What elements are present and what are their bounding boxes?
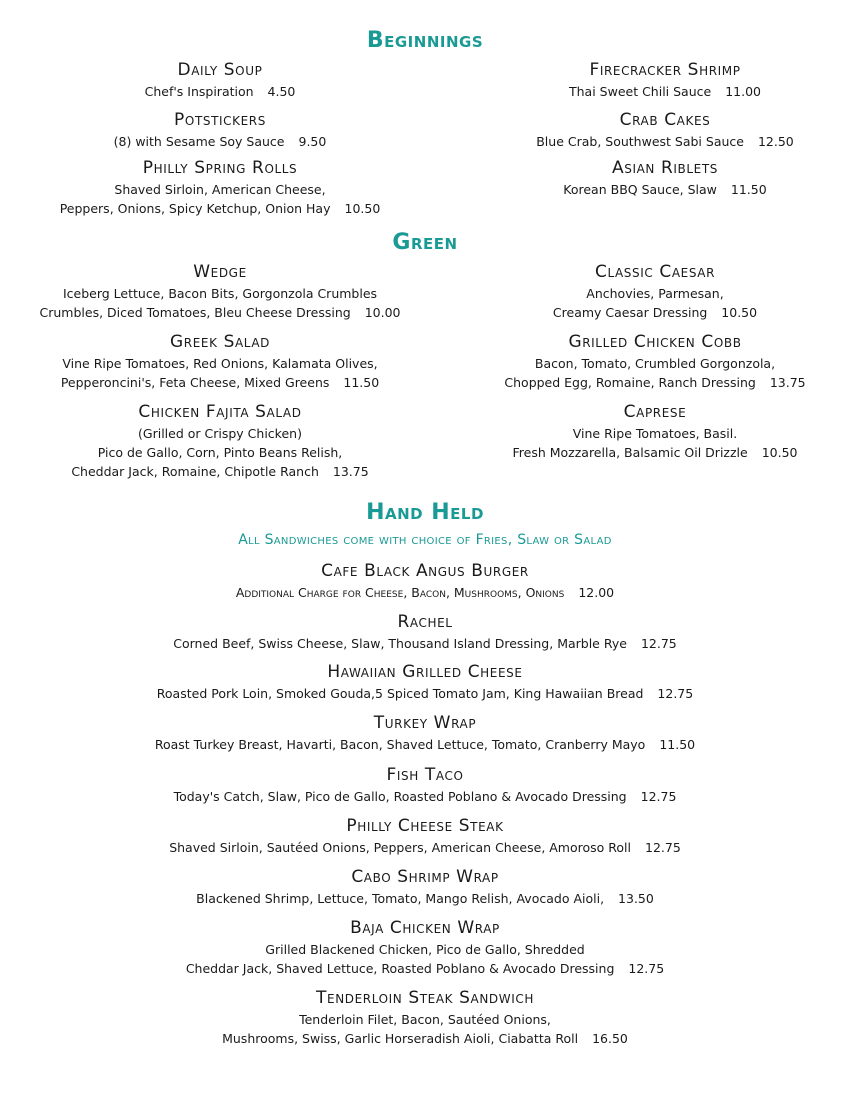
item-description: Blue Crab, Southwest Sabi Sauce 12.50 xyxy=(536,134,794,149)
item-name: Rachel xyxy=(397,612,453,632)
item-description: Blackened Shrimp, Lettuce, Tomato, Mango Relish, Avocado Aioli, 13.50 xyxy=(196,891,654,906)
item-name: Tenderloin Steak Sandwich xyxy=(316,988,534,1008)
menu-item-cabo-shrimp-wrap xyxy=(0,867,850,908)
section-title-hand-held: Hand Held xyxy=(366,500,484,525)
menu-item-philly-cheese-steak xyxy=(0,816,850,857)
item-name: Crab Cakes xyxy=(619,110,711,130)
item-name: Classic Caesar xyxy=(594,262,716,282)
item-price: 9.50 xyxy=(298,134,327,149)
item-price: 4.50 xyxy=(267,84,296,99)
menu-item-turkey-wrap xyxy=(0,713,850,754)
menu-item-hawaiian-grilled-cheese xyxy=(0,662,850,703)
menu-item-daily-soup xyxy=(30,60,410,101)
menu-item-baja-chicken-wrap xyxy=(0,918,850,978)
item-name: Cafe Black Angus Burger xyxy=(321,561,529,581)
item-name: Chicken Fajita Salad xyxy=(138,402,302,422)
item-description: Tenderloin Filet, Bacon, Sautéed Onions, Mushrooms, Swiss, Garlic Horseradish Aioli, Ciabatta Roll 16.50 xyxy=(222,1012,628,1046)
item-name: Potstickers xyxy=(174,110,266,130)
item-description: Vine Ripe Tomatoes, Basil. Fresh Mozzarella, Balsamic Oil Drizzle 10.50 xyxy=(512,426,798,460)
menu-item-greek-salad xyxy=(20,332,420,392)
menu-item-tenderloin-steak-sandwich xyxy=(0,988,850,1048)
item-description: Grilled Blackened Chicken, Pico de Gallo, Shredded Cheddar Jack, Shaved Lettuce, Roasted Poblano & Avocado Dressing 12.75 xyxy=(185,942,665,976)
menu-item-rachel xyxy=(0,612,850,653)
section-title-green: Green xyxy=(392,230,458,255)
item-name: Wedge xyxy=(193,262,247,282)
item-description: Shaved Sirloin, Sautéed Onions, Peppers, American Cheese, Amoroso Roll 12.75 xyxy=(169,840,681,855)
menu-item-philly-spring-rolls xyxy=(30,158,410,218)
item-description: Thai Sweet Chili Sauce 11.00 xyxy=(569,84,761,99)
menu-item-grilled-chicken-cobb xyxy=(460,332,850,392)
item-price: 12.75 xyxy=(640,636,677,651)
item-price: 13.75 xyxy=(769,375,806,390)
item-name: Fish Taco xyxy=(386,765,464,785)
menu-item-classic-caesar xyxy=(460,262,850,322)
section-title-beginnings: Beginnings xyxy=(366,28,484,53)
item-name: Caprese xyxy=(623,402,687,422)
item-description: Anchovies, Parmesan, Creamy Caesar Dressing 10.50 xyxy=(552,286,758,320)
item-price: 12.50 xyxy=(757,134,794,149)
item-name: Daily Soup xyxy=(177,60,263,80)
menu-item-chicken-fajita-salad xyxy=(20,402,420,481)
menu-item-firecracker-shrimp xyxy=(470,60,850,101)
item-description: Vine Ripe Tomatoes, Red Onions, Kalamata Olives, Pepperoncini's, Feta Cheese, Mixed Greens 11.50 xyxy=(60,356,380,390)
item-name: Philly Spring Rolls xyxy=(142,158,298,178)
item-price: 12.75 xyxy=(645,840,681,855)
menu-item-caprese xyxy=(460,402,850,462)
menu-item-potstickers xyxy=(30,110,410,151)
item-price: 12.75 xyxy=(640,789,677,804)
item-name: Baja Chicken Wrap xyxy=(350,918,500,938)
menu-item-fish-taco xyxy=(0,765,850,806)
item-price: 11.50 xyxy=(343,375,380,390)
item-description: Roast Turkey Breast, Havarti, Bacon, Shaved Lettuce, Tomato, Cranberry Mayo 11.50 xyxy=(154,737,696,752)
item-description: (8) with Sesame Soy Sauce 9.50 xyxy=(113,134,327,149)
item-description: Korean BBQ Sauce, Slaw 11.50 xyxy=(563,182,767,197)
item-description: Bacon, Tomato, Crumbled Gorgonzola, Chopped Egg, Romaine, Ranch Dressing 13.75 xyxy=(504,356,806,390)
item-price: 11.50 xyxy=(730,182,767,197)
item-description: Chef's Inspiration 4.50 xyxy=(144,84,296,99)
hand-held-note: All Sandwiches come with choice of Fries, Slaw or Salad xyxy=(238,532,612,548)
menu-item-cafe-black-angus-burger xyxy=(0,561,850,602)
item-description: Iceberg Lettuce, Bacon Bits, Gorgonzola Crumbles Crumbles, Diced Tomatoes, Bleu Cheese Dressing 10.00 xyxy=(39,286,401,320)
item-description: Corned Beef, Swiss Cheese, Slaw, Thousand Island Dressing, Marble Rye 12.75 xyxy=(173,636,677,651)
item-name: Philly Cheese Steak xyxy=(346,816,504,836)
item-price: 13.50 xyxy=(618,891,654,906)
item-name: Cabo Shrimp Wrap xyxy=(351,867,499,887)
item-name: Greek Salad xyxy=(170,332,270,352)
item-description: Today's Catch, Slaw, Pico de Gallo, Roasted Poblano & Avocado Dressing 12.75 xyxy=(173,789,677,804)
menu-item-asian-riblets xyxy=(470,158,850,199)
item-description: (Grilled or Crispy Chicken) Pico de Gallo, Corn, Pinto Beans Relish, Cheddar Jack, Romaine, Chipotle Ranch 13.75 xyxy=(71,426,369,479)
item-price: 10.00 xyxy=(364,305,401,320)
item-price: 11.50 xyxy=(659,737,696,752)
item-description: Shaved Sirloin, American Cheese, Peppers, Onions, Spicy Ketchup, Onion Hay 10.50 xyxy=(59,182,381,216)
menu-item-wedge xyxy=(20,262,420,322)
item-description: Roasted Pork Loin, Smoked Gouda,5 Spiced Tomato Jam, King Hawaiian Bread 12.75 xyxy=(156,686,694,701)
menu-item-crab-cakes xyxy=(470,110,850,151)
item-name: Asian Riblets xyxy=(612,158,718,178)
item-price: 12.75 xyxy=(657,686,694,701)
item-price: 10.50 xyxy=(721,305,758,320)
item-name: Grilled Chicken Cobb xyxy=(568,332,742,352)
item-name: Turkey Wrap xyxy=(373,713,477,733)
item-price: 12.00 xyxy=(578,585,615,600)
item-price: 16.50 xyxy=(592,1031,628,1046)
item-price: 13.75 xyxy=(332,464,369,479)
item-name: Hawaiian Grilled Cheese xyxy=(327,662,523,682)
item-price: 11.00 xyxy=(725,84,761,99)
item-price: 12.75 xyxy=(628,961,665,976)
item-price: 10.50 xyxy=(344,201,381,216)
item-description: Additional Charge for Cheese, Bacon, Mushrooms, Onions 12.00 xyxy=(235,585,615,600)
item-name: Firecracker Shrimp xyxy=(589,60,741,80)
item-price: 10.50 xyxy=(761,445,798,460)
